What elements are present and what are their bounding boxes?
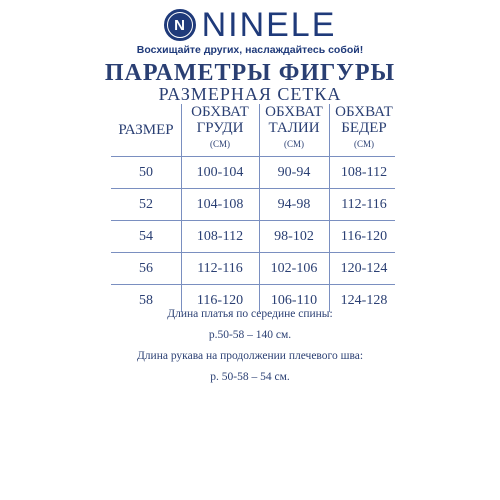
brand-name: NINELE <box>201 6 337 44</box>
size-notes <box>0 304 500 388</box>
header-chest-label1: ОБХВАТ <box>191 104 249 120</box>
cell-size: 56 <box>139 261 153 276</box>
cell-waist: 102-106 <box>270 261 318 276</box>
ninele-logo-icon <box>164 9 196 41</box>
cell-size: 58 <box>139 293 153 308</box>
cell-waist: 106-110 <box>270 293 318 308</box>
table-row <box>111 156 395 188</box>
brand-header <box>0 8 500 42</box>
page-subtitle: РАЗМЕРНАЯ СЕТКА <box>158 84 342 104</box>
header-chest <box>181 104 259 150</box>
header-waist-label2: ТАЛИИ <box>268 120 320 136</box>
logo-letter: N <box>167 12 193 38</box>
cell-hips: 124-128 <box>340 293 388 308</box>
cell-waist: 98-102 <box>274 229 314 244</box>
table-row <box>111 188 395 220</box>
table-row <box>111 220 395 252</box>
cell-hips: 112-116 <box>341 197 387 212</box>
cell-chest: 112-116 <box>197 261 243 276</box>
table-row <box>111 252 395 284</box>
table-header-row <box>111 104 395 156</box>
cell-size: 54 <box>139 229 153 244</box>
cell-size: 50 <box>139 165 153 180</box>
note-sleeve-length-label: Длина рукава на продолжении плечевого шва: <box>136 350 364 362</box>
cell-waist: 90-94 <box>277 165 311 180</box>
cell-size: 52 <box>139 197 153 212</box>
cell-hips: 116-120 <box>340 229 388 244</box>
header-waist-unit: (СМ) <box>284 139 304 149</box>
note-sleeve-length-value: р. 50-58 – 54 см. <box>210 371 290 383</box>
header-hips-label1: ОБХВАТ <box>335 104 393 120</box>
cell-chest: 104-108 <box>196 197 244 212</box>
brand-slogan: Восхищайте других, наслаждайтесь собой! <box>136 44 364 56</box>
header-waist <box>259 104 329 150</box>
note-dress-length-value: р.50-58 – 140 см. <box>208 329 292 341</box>
header-chest-label2: ГРУДИ <box>196 120 244 136</box>
header-waist-label1: ОБХВАТ <box>265 104 323 120</box>
header-size <box>111 122 181 138</box>
cell-hips: 120-124 <box>340 261 388 276</box>
header-chest-unit: (СМ) <box>210 139 230 149</box>
header-hips-unit: (СМ) <box>354 139 374 149</box>
size-table <box>111 104 395 316</box>
header-hips-label2: БЕДЕР <box>341 120 387 136</box>
header-size-label: РАЗМЕР <box>118 122 174 138</box>
page-title: ПАРАМЕТРЫ ФИГУРЫ <box>104 60 396 86</box>
cell-chest: 108-112 <box>196 229 244 244</box>
header-hips <box>329 104 399 150</box>
note-dress-length-label: Длина платья по середине спины: <box>167 308 333 320</box>
cell-waist: 94-98 <box>277 197 311 212</box>
cell-chest: 100-104 <box>196 165 244 180</box>
cell-chest: 116-120 <box>196 293 244 308</box>
cell-hips: 108-112 <box>340 165 388 180</box>
